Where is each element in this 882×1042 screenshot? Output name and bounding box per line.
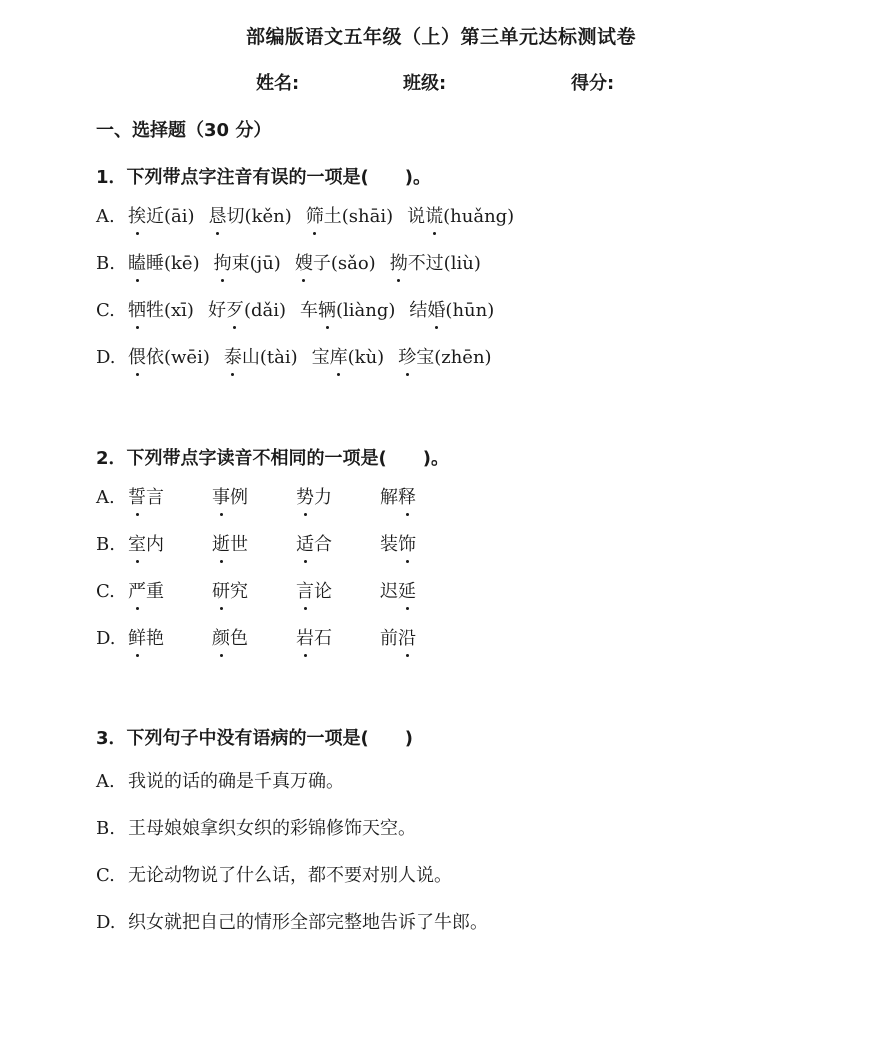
word-item — [224, 344, 298, 372]
word-item — [380, 484, 450, 512]
word-post-text: 内 — [146, 534, 164, 555]
dotted-character: 颜 — [212, 625, 230, 653]
word-pre-text: 结 — [409, 300, 428, 321]
option-letter: C. — [96, 300, 115, 321]
word-post-text: 言 — [146, 487, 164, 508]
word-item — [312, 344, 385, 372]
option-text: 我说的话的确是千真万确。 — [128, 771, 344, 792]
word-item — [128, 531, 198, 559]
word-item — [212, 578, 282, 606]
word-pre-text: 迟 — [380, 581, 398, 602]
word-post-text: 宝(zhēn) — [416, 347, 492, 368]
option-items — [128, 206, 528, 227]
word-pre-text: 说 — [407, 206, 426, 227]
dotted-character: 誓 — [128, 484, 146, 512]
question-3-stem: 3．下列句子中没有语病的一项是( ) — [96, 728, 413, 749]
word-post-text: 山(tài) — [241, 347, 298, 368]
word-item — [296, 578, 366, 606]
option-items — [128, 487, 464, 508]
word-item — [212, 484, 282, 512]
word-post-text: 土(shāi) — [323, 206, 394, 227]
dotted-character: 牺 — [128, 297, 146, 325]
word-post-text: (dǎi) — [243, 300, 287, 321]
option-letter: C. — [96, 581, 115, 602]
name-label: 姓名: — [256, 73, 300, 94]
word-post-text: 重 — [146, 581, 164, 602]
dotted-character: 恳 — [209, 203, 227, 231]
word-item — [295, 250, 376, 278]
option-letter: B. — [96, 534, 115, 555]
dotted-character: 沿 — [398, 625, 416, 653]
option-letter: D. — [96, 628, 116, 649]
word-item — [380, 625, 450, 653]
question-2-option-c — [96, 578, 464, 606]
option-items — [128, 534, 464, 555]
question-1-stem: 1．下列带点字注音有误的一项是( )。 — [96, 167, 431, 188]
word-item — [128, 344, 210, 372]
class-label: 班级: — [403, 73, 447, 94]
exam-title: 部编版语文五年级（上）第三单元达标测试卷 — [245, 26, 636, 48]
dotted-character: 言 — [296, 578, 314, 606]
question-2-stem: 2．下列带点字读音不相同的一项是( )。 — [96, 448, 449, 469]
word-item — [380, 531, 450, 559]
word-item — [128, 250, 200, 278]
word-item — [128, 578, 198, 606]
word-post-text: 切(kěn) — [226, 206, 292, 227]
word-item — [212, 625, 282, 653]
word-post-text: (kù) — [347, 347, 385, 368]
option-items — [128, 628, 464, 649]
dotted-character: 拗 — [390, 250, 408, 278]
option-letter: D. — [96, 912, 116, 933]
dotted-character: 鲜 — [128, 625, 146, 653]
option-items — [128, 581, 464, 602]
option-letter: B. — [96, 253, 115, 274]
word-post-text: 究 — [230, 581, 248, 602]
word-post-text: 色 — [230, 628, 248, 649]
word-item — [209, 203, 292, 231]
word-item — [128, 484, 198, 512]
word-item — [407, 203, 514, 231]
option-letter: A. — [96, 487, 115, 508]
dotted-character: 势 — [296, 484, 314, 512]
word-post-text: 石 — [314, 628, 332, 649]
dotted-character: 岩 — [296, 625, 314, 653]
option-items — [128, 253, 495, 274]
question-2-option-d — [96, 625, 464, 653]
word-item — [296, 531, 366, 559]
word-item — [306, 203, 393, 231]
dotted-character: 饰 — [398, 531, 416, 559]
word-post-text: 不过(liù) — [407, 253, 481, 274]
option-letter: B. — [96, 818, 115, 839]
word-post-text: 束(jū) — [231, 253, 281, 274]
word-pre-text: 车 — [300, 300, 319, 321]
word-pre-text: 好 — [207, 300, 226, 321]
word-item — [300, 297, 395, 325]
word-pre-text: 宝 — [311, 347, 330, 368]
dotted-character: 室 — [128, 531, 146, 559]
dotted-character: 嫂 — [295, 250, 313, 278]
word-item — [380, 578, 450, 606]
word-post-text: 论 — [314, 581, 332, 602]
question-3-option-c — [96, 862, 452, 890]
word-pre-text: 解 — [380, 487, 398, 508]
question-1-option-b — [96, 250, 495, 278]
word-post-text: (hūn) — [445, 300, 495, 321]
option-letter: D. — [96, 347, 116, 368]
word-item — [390, 250, 481, 278]
question-3-option-a — [96, 768, 344, 796]
dotted-character: 拘 — [214, 250, 232, 278]
question-2-option-a — [96, 484, 464, 512]
question-1-option-c — [96, 297, 508, 325]
option-letter: A. — [96, 771, 115, 792]
question-3-option-d — [96, 909, 488, 937]
option-items — [128, 300, 508, 321]
dotted-character: 逝 — [212, 531, 230, 559]
option-text: 王母娘娘拿织女织的彩锦修饰天空。 — [128, 818, 416, 839]
option-text: 无论动物说了什么话，都不要对别人说。 — [128, 865, 452, 886]
dotted-character: 歹 — [226, 297, 244, 325]
dotted-character: 研 — [212, 578, 230, 606]
dotted-character: 偎 — [128, 344, 146, 372]
word-post-text: 力 — [314, 487, 332, 508]
option-letter: C. — [96, 865, 115, 886]
word-post-text: 合 — [314, 534, 332, 555]
dotted-character: 瞌 — [128, 250, 146, 278]
dotted-character: 事 — [212, 484, 230, 512]
option-letter: A. — [96, 206, 115, 227]
dotted-character: 辆 — [318, 297, 336, 325]
question-1-option-d — [96, 344, 506, 372]
word-post-text: 牲(xī) — [146, 300, 194, 321]
word-post-text: (huǎng) — [443, 206, 515, 227]
dotted-character: 泰 — [224, 344, 242, 372]
dotted-character: 筛 — [306, 203, 324, 231]
word-post-text: 依(wēi) — [146, 347, 210, 368]
word-item — [212, 531, 282, 559]
question-2-option-b — [96, 531, 464, 559]
option-text: 织女就把自己的情形全部完整地告诉了牛郎。 — [128, 912, 488, 933]
word-post-text: 例 — [230, 487, 248, 508]
word-item — [214, 250, 281, 278]
word-pre-text: 前 — [380, 628, 398, 649]
question-1-option-a — [96, 203, 528, 231]
word-item — [296, 484, 366, 512]
word-item — [128, 625, 198, 653]
section-title: 一、选择题（30 分） — [96, 120, 272, 141]
word-item — [409, 297, 494, 325]
word-item — [128, 297, 194, 325]
dotted-character: 珍 — [398, 344, 416, 372]
word-post-text: 子(sǎo) — [312, 253, 376, 274]
word-item — [398, 344, 491, 372]
dotted-character: 婚 — [427, 297, 445, 325]
word-post-text: 睡(kē) — [146, 253, 200, 274]
student-info-row — [0, 69, 882, 95]
dotted-character: 释 — [398, 484, 416, 512]
dotted-character: 库 — [330, 344, 348, 372]
word-item — [208, 297, 286, 325]
dotted-character: 谎 — [425, 203, 443, 231]
dotted-character: 适 — [296, 531, 314, 559]
option-items — [128, 347, 506, 368]
word-post-text: 近(āi) — [146, 206, 195, 227]
dotted-character: 严 — [128, 578, 146, 606]
word-post-text: (liàng) — [336, 300, 396, 321]
dotted-character: 延 — [398, 578, 416, 606]
question-3-option-b — [96, 815, 416, 843]
word-item — [296, 625, 366, 653]
word-post-text: 世 — [230, 534, 248, 555]
word-post-text: 艳 — [146, 628, 164, 649]
score-label: 得分: — [571, 73, 615, 94]
word-pre-text: 装 — [380, 534, 398, 555]
dotted-character: 挨 — [128, 203, 146, 231]
word-item — [128, 203, 195, 231]
